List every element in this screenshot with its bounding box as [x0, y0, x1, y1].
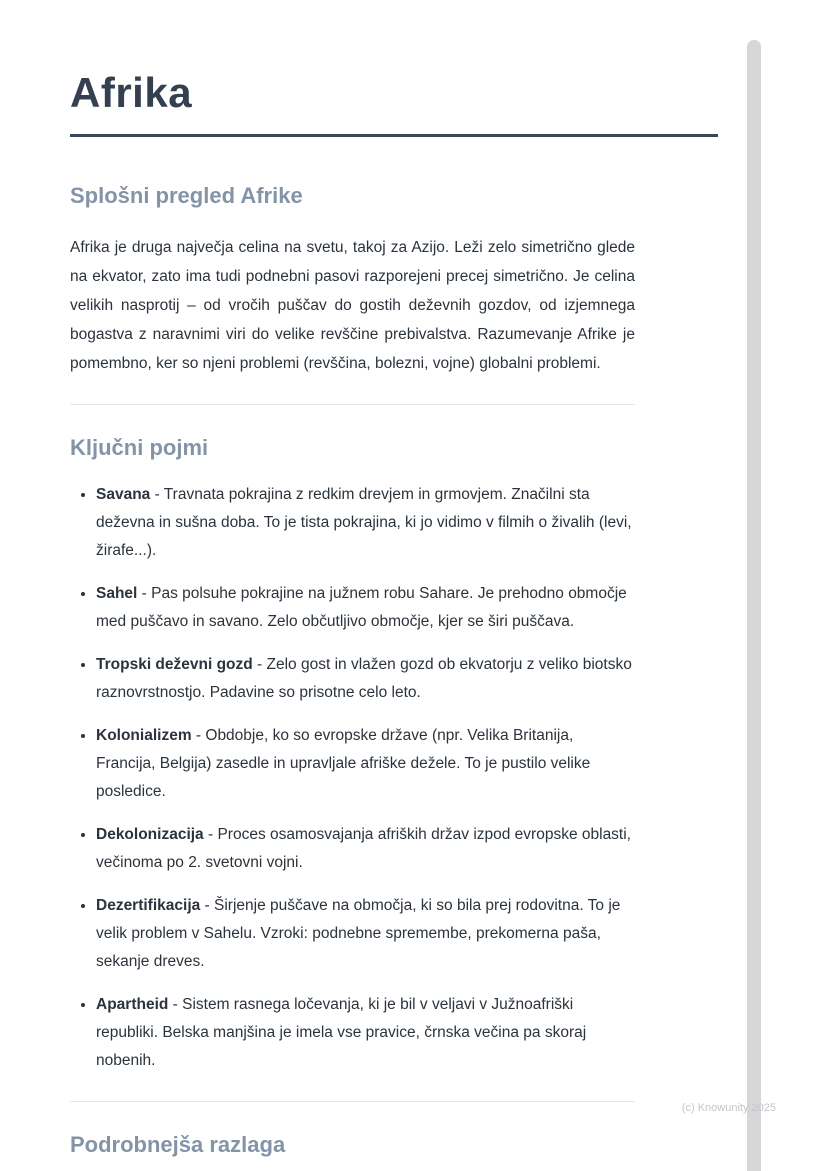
- scrollbar-thumb[interactable]: [747, 40, 761, 1171]
- section-divider: [70, 1101, 635, 1102]
- term-label: Savana: [96, 486, 151, 504]
- term-desc: - Širjenje puščave na območja, ki so bila prej rodovitna. To je velik problem v Sahelu. Vzroki: podnebne spremembe, prekomerna paša, sekanje dreves.: [96, 897, 621, 971]
- term-label: Dekolonizacija: [96, 826, 204, 844]
- term-desc: - Proces osamosvajanja afriških držav izpod evropske oblasti, večinoma po 2. svetovni vojni.: [96, 826, 631, 872]
- section-divider: [70, 404, 635, 405]
- term-label: Sahel: [96, 585, 138, 603]
- list-item: [96, 892, 636, 976]
- term-desc: - Sistem rasnega ločevanja, ki je bil v veljavi v Južnoafriški republiki. Belska manjšina je imela vse pravice, črnska večina pa skoraj nobenih.: [96, 996, 587, 1070]
- term-desc: - Travnata pokrajina z redkim drevjem in grmovjem. Značilni sta deževna in sušna doba. To je tista pokrajina, ki jo vidimo v filmih o živalih (levi, žirafe...).: [96, 486, 632, 560]
- list-item: [96, 722, 636, 806]
- list-item: [96, 481, 636, 565]
- overview-paragraph: Afrika je druga največja celina na svetu, takoj za Azijo. Leži zelo simetrično glede na ekvator, zato ima tudi podnebni pasovi razporejeni precej simetrično. Je celina velikih nasprotij – od vročih puščav do gostih deževnih gozdov, od izjemnega bogastva z naravnimi viri do velike revščine prebivalstva. Razumevanje Afrike je pomembno, ker so njeni problemi (revščina, bolezni, vojne) globalni problemi.: [70, 239, 635, 373]
- list-item: [96, 821, 636, 877]
- footer-credit: (c) Knowunity 2025: [681, 1102, 776, 1114]
- term-label: Dezertifikacija: [96, 897, 201, 915]
- section-heading-terms: Ključni pojmi: [70, 435, 209, 461]
- term-label: Kolonializem: [96, 727, 192, 745]
- term-desc: - Pas polsuhe pokrajine na južnem robu Sahare. Je prehodno območje med puščavo in savano. Zelo občutljivo območje, kjer se širi puščava.: [96, 585, 627, 631]
- section-heading-overview: Splošni pregled Afrike: [70, 183, 303, 209]
- section-heading-details: Podrobnejša razlaga: [70, 1132, 286, 1158]
- list-item: [96, 991, 636, 1075]
- term-desc: - Zelo gost in vlažen gozd ob ekvatorju z veliko biotsko raznovrstnostjo. Padavine so prisotne celo leto.: [96, 656, 632, 702]
- page-title: Afrika: [70, 69, 193, 116]
- list-item: [96, 651, 636, 707]
- list-item: [96, 580, 636, 636]
- term-desc: - Obdobje, ko so evropske države (npr. Velika Britanija, Francija, Belgija) zasedle in upravljale afriške dežele. To je pustilo velike posledice.: [96, 727, 591, 801]
- term-label: Tropski deževni gozd: [96, 656, 253, 674]
- term-list: [70, 481, 636, 1075]
- title-rule: [70, 134, 718, 137]
- term-label: Apartheid: [96, 996, 169, 1014]
